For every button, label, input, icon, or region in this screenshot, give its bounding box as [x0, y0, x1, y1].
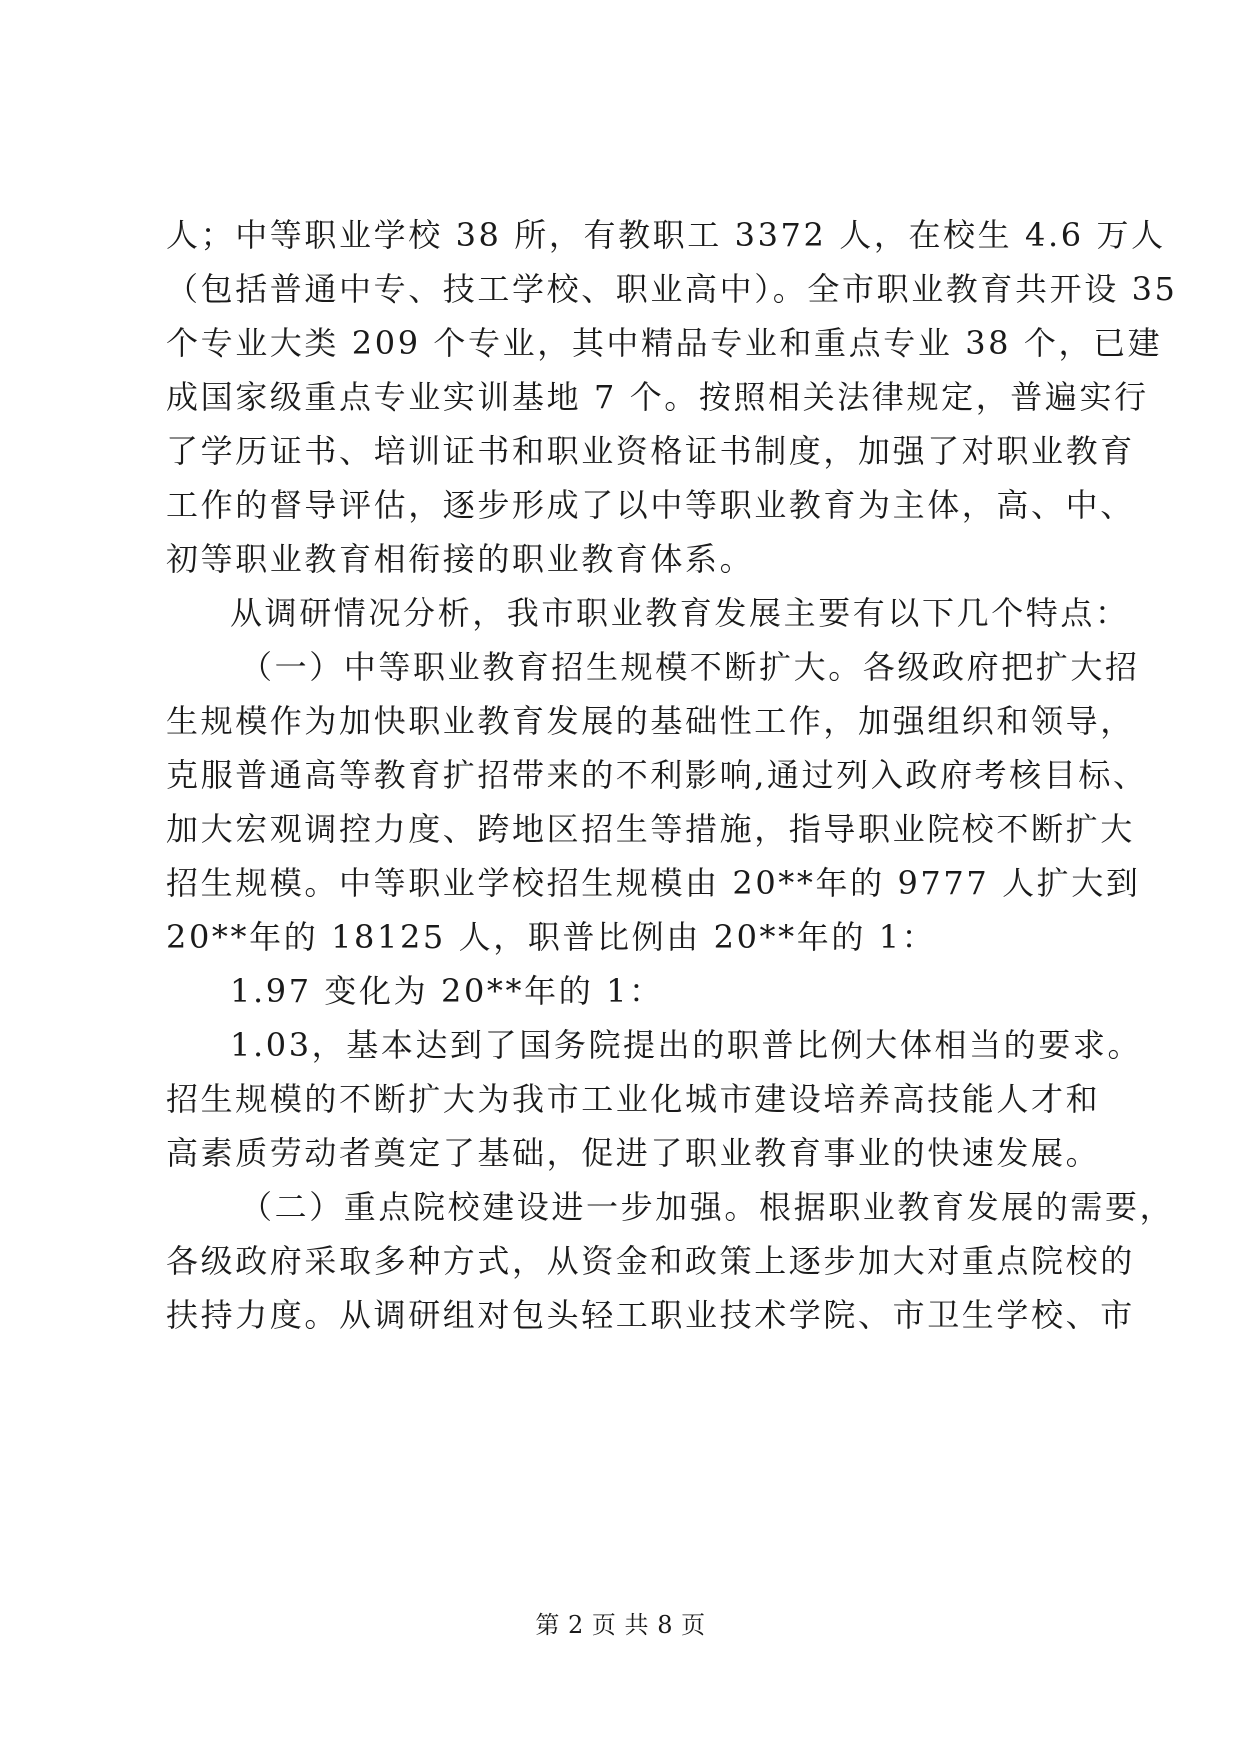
body-line-1: 人；中等职业学校 38 所，有教职工 3372 人，在校生 4.6 万人 — [166, 216, 1166, 254]
body-line-10: 生规模作为加快职业教育发展的基础性工作，加强组织和领导， — [166, 702, 1135, 740]
body-line-11: 克服普通高等教育扩招带来的不利影响,通过列入政府考核目标、 — [166, 756, 1148, 794]
body-line-12: 加大宏观调控力度、跨地区招生等措施，指导职业院校不断扩大 — [166, 810, 1135, 848]
body-line-4: 成国家级重点专业实训基地 7 个。按照相关法律规定，普遍实行 — [166, 378, 1149, 416]
body-line-3: 个专业大类 209 个专业，其中精品专业和重点专业 38 个，已建 — [166, 324, 1163, 362]
body-line-13: 招生规模。中等职业学校招生规模由 20**年的 9777 人扩大到 — [166, 864, 1141, 902]
body-line-2: （包括普通中专、技工学校、职业高中）。全市职业教育共开设 35 — [166, 270, 1178, 308]
body-line-6: 工作的督导评估，逐步形成了以中等职业教育为主体，高、中、 — [166, 486, 1135, 524]
body-line-15: 1.97 变化为 20**年的 1： — [230, 972, 664, 1010]
body-line-20: 各级政府采取多种方式，从资金和政策上逐步加大对重点院校的 — [166, 1242, 1135, 1280]
body-line-21: 扶持力度。从调研组对包头轻工职业技术学院、市卫生学校、市 — [166, 1296, 1135, 1334]
body-line-5: 了学历证书、培训证书和职业资格证书制度，加强了对职业教育 — [166, 432, 1135, 470]
body-line-16: 1.03，基本达到了国务院提出的职普比例大体相当的要求。 — [230, 1026, 1143, 1064]
body-line-7: 初等职业教育相衔接的职业教育体系。 — [166, 540, 755, 578]
body-line-18: 高素质劳动者奠定了基础，促进了职业教育事业的快速发展。 — [166, 1134, 1101, 1172]
body-line-9: （一）中等职业教育招生规模不断扩大。各级政府把扩大招 — [240, 648, 1140, 686]
body-line-19: （二）重点院校建设进一步加强。根据职业教育发展的需要， — [240, 1188, 1175, 1226]
page-number-footer: 第 2 页 共 8 页 — [535, 1611, 706, 1639]
body-line-14: 20**年的 18125 人，职普比例由 20**年的 1： — [166, 918, 937, 956]
body-line-8: 从调研情况分析，我市职业教育发展主要有以下几个特点： — [230, 594, 1130, 632]
body-line-17: 招生规模的不断扩大为我市工业化城市建设培养高技能人才和 — [166, 1080, 1101, 1118]
